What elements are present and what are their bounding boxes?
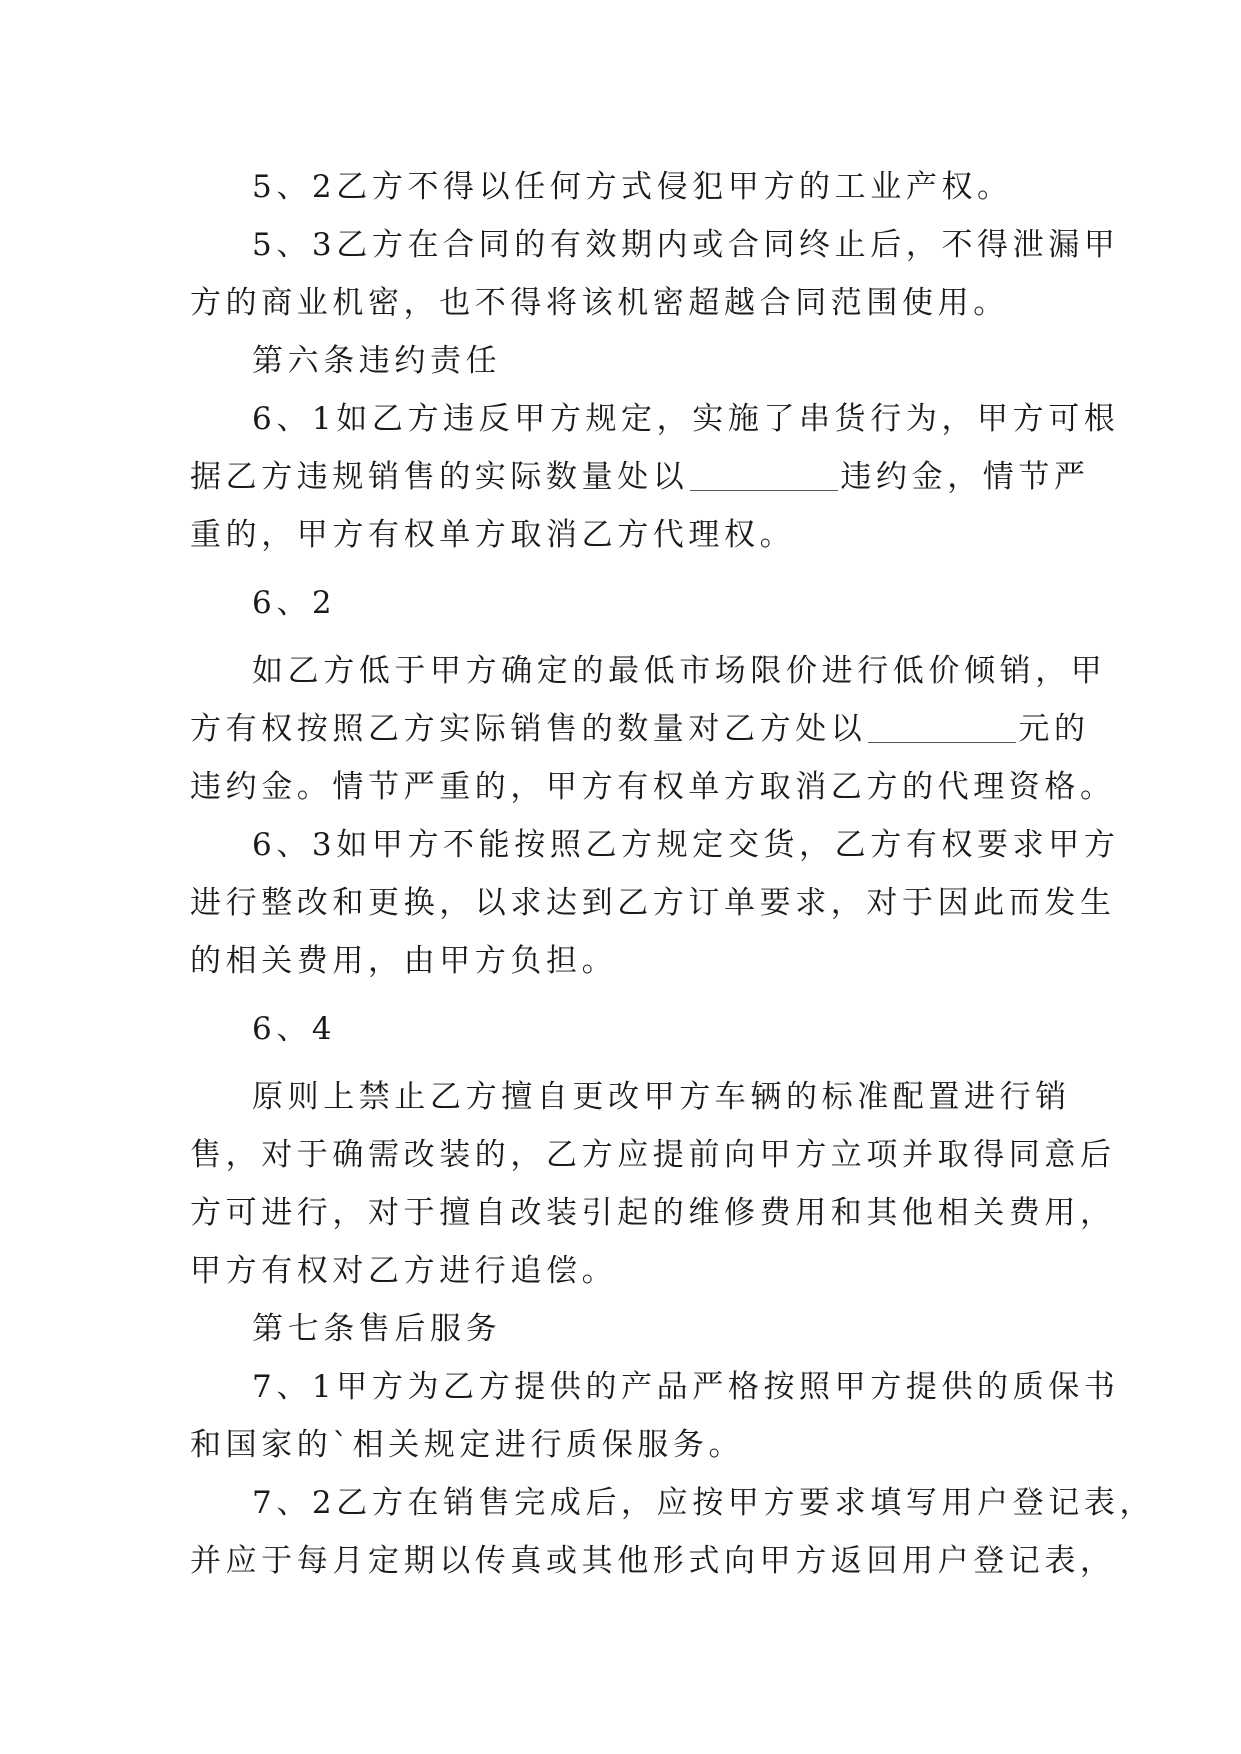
text-line: 售，对于确需改装的，乙方应提前向甲方立项并取得同意后	[190, 1137, 1116, 1173]
section-heading: 第六条违约责任	[252, 343, 502, 379]
text-line: 甲方有权对乙方进行追偿。	[190, 1253, 618, 1289]
text-line: 原则上禁止乙方擅自更改甲方车辆的标准配置进行销	[252, 1079, 1071, 1115]
clause-5-3	[190, 216, 1120, 332]
section-heading: 第七条售后服务	[252, 1311, 502, 1347]
fill-in-blank	[868, 710, 1016, 743]
text-line: 进行整改和更换，以求达到乙方订单要求，对于因此而发生	[190, 885, 1116, 921]
document-body	[190, 158, 1156, 1590]
clause-7-2	[190, 1474, 1156, 1590]
text-line: 并应于每月定期以传真或其他形式向甲方返回用户登记表，	[190, 1543, 1116, 1579]
fill-in-blank	[690, 458, 838, 491]
text-line: 7、2乙方在销售完成后，应按甲方要求填写用户登记表，	[252, 1485, 1156, 1521]
text-line: 6、1如乙方违反甲方规定，实施了串货行为，甲方可根	[252, 401, 1120, 437]
clause-6-4-number	[190, 1000, 1060, 1058]
clause-6-2-number	[190, 574, 1060, 632]
clause-6-4	[190, 1068, 1116, 1300]
text-line: 如乙方低于甲方确定的最低市场限价进行低价倾销，甲	[252, 653, 1107, 689]
text-line: 7、1甲方为乙方提供的产品严格按照甲方提供的质保书	[252, 1369, 1120, 1405]
text-line: 5、2乙方不得以任何方式侵犯甲方的工业产权。	[252, 169, 1013, 205]
clause-7-1	[190, 1358, 1120, 1474]
text-segment: 元的	[1018, 711, 1090, 747]
text-line: 违约金。情节严重的，甲方有权单方取消乙方的代理资格。	[190, 769, 1116, 805]
text-line: 5、3乙方在合同的有效期内或合同终止后，不得泄漏甲	[252, 227, 1120, 263]
clause-6-2	[190, 642, 1116, 816]
text-line: 6、3如甲方不能按照乙方规定交货，乙方有权要求甲方	[252, 827, 1120, 863]
text-segment: 违约金，情节严	[840, 459, 1090, 495]
text-line: 方的商业机密，也不得将该机密超越合同范围使用。	[190, 285, 1009, 321]
article-7-heading	[190, 1300, 1060, 1358]
text-line-with-blank	[190, 448, 1090, 506]
text-segment: 据乙方违规销售的实际数量处以	[190, 459, 689, 495]
text-line-with-blank	[190, 700, 1090, 758]
clause-number: 6、2	[252, 585, 337, 621]
text-line: 方可进行，对于擅自改装引起的维修费用和其他相关费用，	[190, 1195, 1116, 1231]
text-line: 和国家的`相关规定进行质保服务。	[190, 1427, 745, 1463]
article-6-heading	[190, 332, 1060, 390]
text-line: 的相关费用，由甲方负担。	[190, 943, 618, 979]
text-line: 重的，甲方有权单方取消乙方代理权。	[190, 517, 796, 553]
clause-number: 6、4	[252, 1011, 337, 1047]
text-segment: 方有权按照乙方实际销售的数量对乙方处以	[190, 711, 867, 747]
clause-5-2	[190, 158, 1060, 216]
clause-6-3	[190, 816, 1120, 990]
clause-6-1	[190, 390, 1120, 564]
